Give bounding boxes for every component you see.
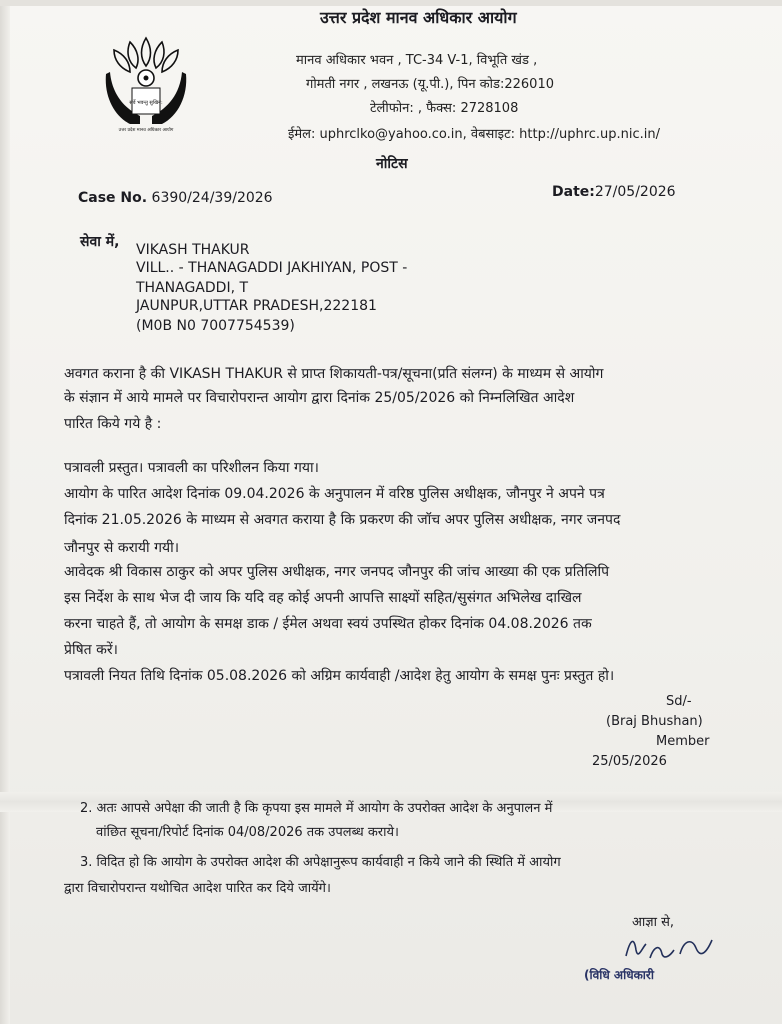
order-line: आयोग के पारित आदेश दिनांक 09.04.2026 के अनुपालन में वरिष्ठ पुलिस अधीक्षक, जौनपुर ने अपने पत्र [64,486,605,502]
point-2-line: 2. अतः आपसे अपेक्षा की जाती है कि कृपया इस मामले में आयोग के उपरोक्त आदेश के अनुपालन में [80,801,553,816]
recipient-line: VIKASH THAKUR [136,242,250,258]
case-number [78,190,273,206]
member-name: (Braj Bhushan) [606,714,703,729]
order-line: पत्रावली नियत तिथि दिनांक 05.08.2026 को अग्रिम कार्यवाही /आदेश हेतु आयोग के समक्ष पुनः प्रस्तुत हो। [64,668,615,684]
address-line-1: मानव अधिकार भवन , TC-34 V-1, विभूति खंड , [296,53,538,68]
officer-stamp: (विधि अधिकारी [584,968,654,982]
case-label: Case No. [78,190,148,206]
commission-logo-icon [100,32,192,132]
sd-mark: Sd/- [666,694,692,709]
recipient-line: JAUNPUR,UTTAR PRADESH,222181 [136,298,377,314]
svg-text:उत्तर प्रदेश मानव अधिकार आयोग: उत्तर प्रदेश मानव अधिकार आयोग [118,128,174,132]
order-line: दिनांक 21.05.2026 के माध्यम से अवगत कराया है कि प्रकरण की जॉच अपर पुलिस अधीक्षक, नगर जनपद [64,512,621,528]
signature-icon [620,930,720,964]
notice-date [552,184,676,200]
recipient-line: THANAGADDI, T [136,280,249,296]
order-line: प्रेषित करें। [64,642,118,658]
to-label: सेवा में, [80,234,120,250]
phone-fax-line: टेलीफोन: , फैक्स: 2728108 [370,101,519,116]
recipient-line: (M0B N0 7007754539) [136,318,295,334]
email-website-line: ईमेल: uphrclko@yahoo.co.in, वेबसाइट: http://uphrc.up.nic.in/ [288,127,661,142]
case-value: 6390/24/39/2026 [151,190,273,206]
order-line: करना चाहते हैं, तो आयोग के समक्ष डाक / ईमेल अथवा स्वयं उपस्थित होकर दिनांक 04.08.2026 तक [64,616,592,632]
by-order-text: आज्ञा से, [632,915,675,930]
date-label: Date: [552,184,595,200]
point-2-line: वांछित सूचना/रिपोर्ट दिनांक 04/08/2026 तक उपलब्ध कराये। [96,825,399,840]
intro-line: के संज्ञान में आये मामले पर विचारोपरान्त आयोग द्वारा दिनांक 25/05/2026 को निम्नलिखित आदेश [64,390,575,406]
intro-line: पारित किये गये है : [64,416,162,432]
svg-text:सर्वे भवन्तु सुखिन:: सर्वे भवन्तु सुखिन: [129,100,163,106]
order-line: इस निर्देश के साथ भेज दी जाय कि यदि वह कोई अपनी आपत्ति साक्ष्यों सहित/सुसंगत अभिलेख दाखिल [64,590,582,606]
point-3-line: द्वारा विचारोपरान्त यथोचित आदेश पारित कर दिये जायेंगे। [64,881,331,896]
recipient-line: VILL.. - THANAGADDI JAKHIYAN, POST - [136,260,408,276]
notice-title: नोटिस [376,156,408,172]
point-3-line: 3. विदित हो कि आयोग के उपरोक्त आदेश की अपेक्षानुरूप कार्यवाही न किये जाने की स्थिति में आयोग [80,855,561,870]
order-line: पत्रावली प्रस्तुत। पत्रावली का परिशीलन किया गया। [64,460,319,476]
date-value: 27/05/2026 [594,184,676,200]
member-designation: Member [656,734,710,749]
org-name: उत्तर प्रदेश मानव अधिकार आयोग [320,8,517,27]
paper-edge [0,0,10,1024]
order-line: जौनपुर से करायी गयी। [64,540,180,556]
address-line-2: गोमती नगर , लखनऊ (यू.पी.), पिन कोड:226010 [306,77,554,92]
order-signature-date: 25/05/2026 [592,754,667,769]
intro-line: अवगत कराना है की VIKASH THAKUR से प्राप्त शिकायती-पत्र/सूचना(प्रति संलग्न) के माध्यम से आयोग [64,366,604,382]
order-line: आवेदक श्री विकास ठाकुर को अपर पुलिस अधीक्षक, नगर जनपद जौनपुर की जांच आख्या की एक प्रतिलिपि [64,564,610,580]
